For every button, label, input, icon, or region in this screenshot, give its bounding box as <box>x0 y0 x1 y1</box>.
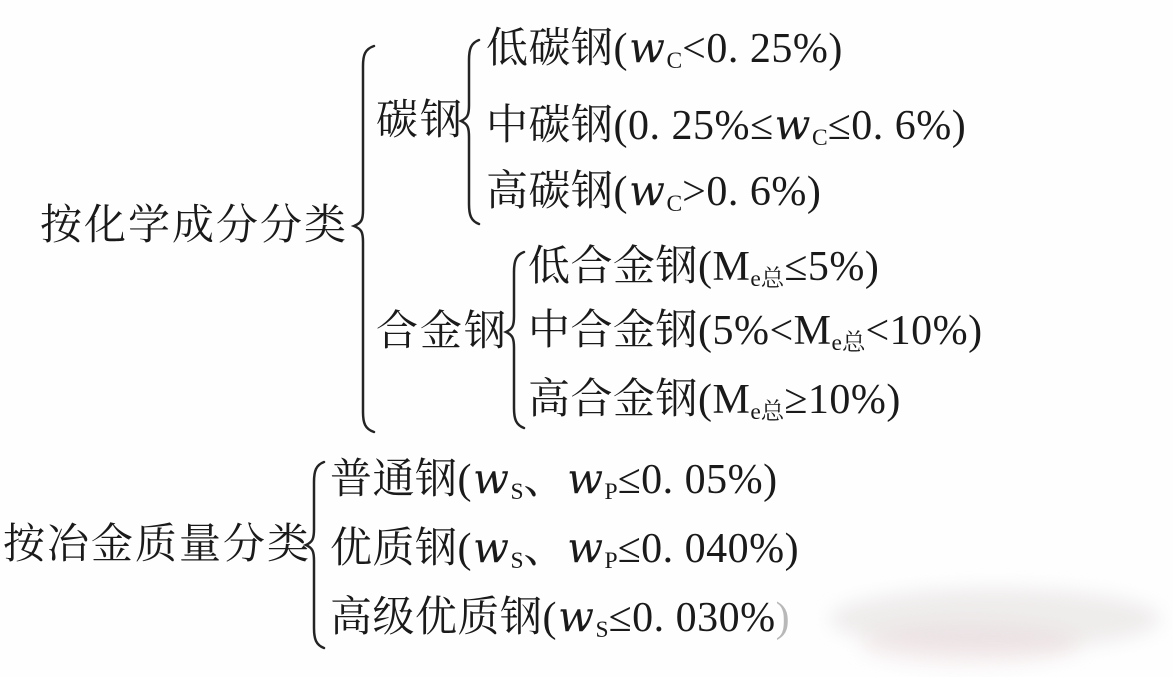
item-low-alloy-steel: 低合金钢(Me总≤5%) <box>528 244 880 293</box>
section-label-chemical-composition: 按化学成分分类 <box>40 203 349 249</box>
item-high-grade-quality-steel: 高级优质钢(wS≤0. 030%) <box>330 592 791 644</box>
item-ordinary-steel: 普通钢(wS、wP≤0. 05%) <box>330 454 778 506</box>
brace-metallurgical-quality <box>304 460 326 650</box>
item-quality-steel: 优质钢(wS、wP≤0. 040%) <box>330 523 800 575</box>
scan-smudge <box>860 625 1080 665</box>
item-low-carbon-steel: 低碳钢(wC<0. 25%) <box>486 23 843 75</box>
brace-chemical-composition <box>352 44 376 434</box>
brace-alloy-steel <box>504 250 526 430</box>
brace-carbon-steel <box>459 38 481 226</box>
section-label-metallurgical-quality: 按冶金质量分类 <box>3 522 312 568</box>
group-label-alloy-steel: 合金钢 <box>376 309 509 355</box>
scan-smudge <box>830 588 1160 650</box>
group-label-carbon-steel: 碳钢 <box>376 98 465 144</box>
item-medium-carbon-steel: 中碳钢(0. 25%≤wC≤0. 6%) <box>486 100 967 152</box>
item-medium-alloy-steel: 中合金钢(5%<Me总<10%) <box>528 308 983 357</box>
item-high-carbon-steel: 高碳钢(wC>0. 6%) <box>486 166 822 218</box>
item-high-alloy-steel: 高合金钢(Me总≥10%) <box>528 377 901 426</box>
